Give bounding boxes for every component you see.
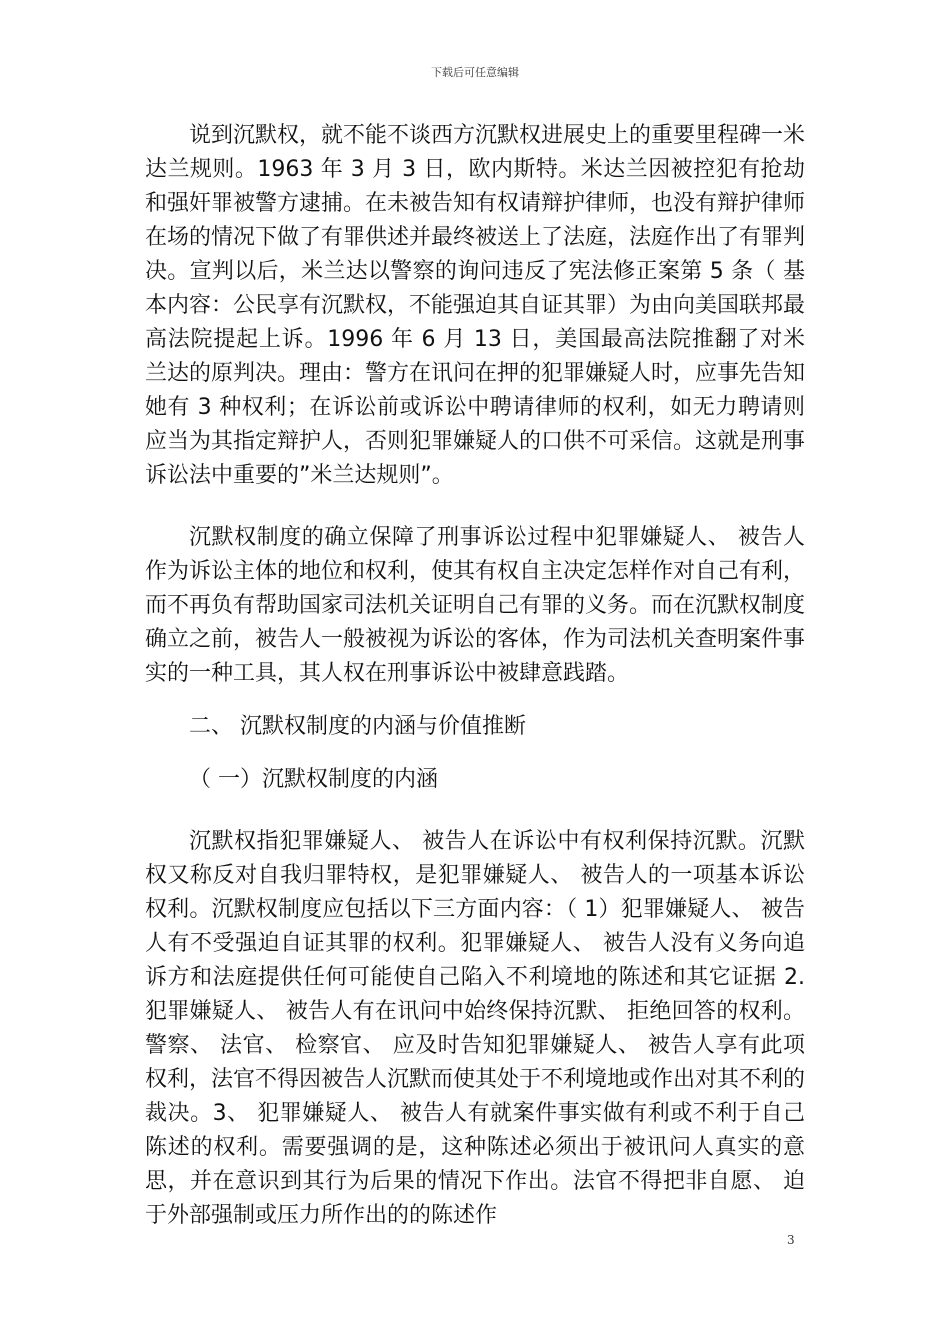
page-number: 3 — [787, 1233, 795, 1247]
paragraph-silence-right-significance: 沉默权制度的确立保障了刑事诉讼过程中犯罪嫌疑人、 被告人作为诉讼主体的地位和权利，使其有权自主决定怎样作对自己有利，而不再负有帮助国家司法机关证明自己有罪的义务。而在沉默权制度确立之前，被告人一般被视为诉讼的客体，作为司法机关查明案件事实的一种工具，其人权在刑事诉讼中被肆意践踏。 — [145, 525, 806, 686]
page-header: 下载后可任意编辑 — [431, 66, 519, 79]
paragraph-miranda-rule: 说到沉默权，就不能不谈西方沉默权进展史上的重要里程碑一米达兰规则。1963 年 3 月 3 日，欧内斯特。米达兰因被控犯有抢劫和强奸罪被警方逮捕。在未被告知有权请辩护律师，也没有辩护律师在场的情况下做了有罪供述并最终被送上了法庭，法庭作出了有罪判决。宣判以后，米兰达以警察的询问违反了宪法修正案第 5 条（ 基本内容：公民享有沉默权，不能强迫其自证其罪）为由向美国联邦最高法院提起上诉。1996 年 6 月 13 日，美国最高法院推翻了对米兰达的原判决。理由：警方在讯问在押的犯罪嫌疑人时，应事先告知她有 3 种权利；在诉讼前或诉讼中聘请律师的权利，如无力聘请则应当为其指定辩护人，否则犯罪嫌疑人的口供不可采信。这就是刑事诉讼法中重要的”米兰达规则”。 — [145, 123, 806, 488]
document-body — [145, 119, 805, 1233]
subsection-heading: （ 一）沉默权制度的内涵 — [189, 767, 438, 792]
section-heading: 二、 沉默权制度的内涵与价值推断 — [189, 714, 526, 739]
paragraph-silence-right-definition: 沉默权指犯罪嫌疑人、 被告人在诉讼中有权利保持沉默。沉默权又称反对自我归罪特权，是犯罪嫌疑人、 被告人的一项基本诉讼权利。沉默权制度应包括以下三方面内容：（ 1）犯罪嫌疑人、 被告人有不受强迫自证其罪的权利。犯罪嫌疑人、 被告人没有义务向追诉方和法庭提供任何可能使自己陷入不利境地的陈述和其它证据 2. 犯罪嫌疑人、 被告人有在讯问中始终保持沉默、 拒绝回答的权利。警察、 法官、 检察官、 应及时告知犯罪嫌疑人、 被告人享有此项权利，法官不得因被告人沉默而使其处于不利境地或作出对其不利的裁决。3、 犯罪嫌疑人、 被告人有就案件事实做有利或不利于自己陈述的权利。需要强调的是，这种陈述必须出于被讯问人真实的意思，并在意识到其行为后果的情况下作出。法官不得把非自愿、 迫于外部强制或压力所作出的的陈述作 — [145, 829, 806, 1228]
